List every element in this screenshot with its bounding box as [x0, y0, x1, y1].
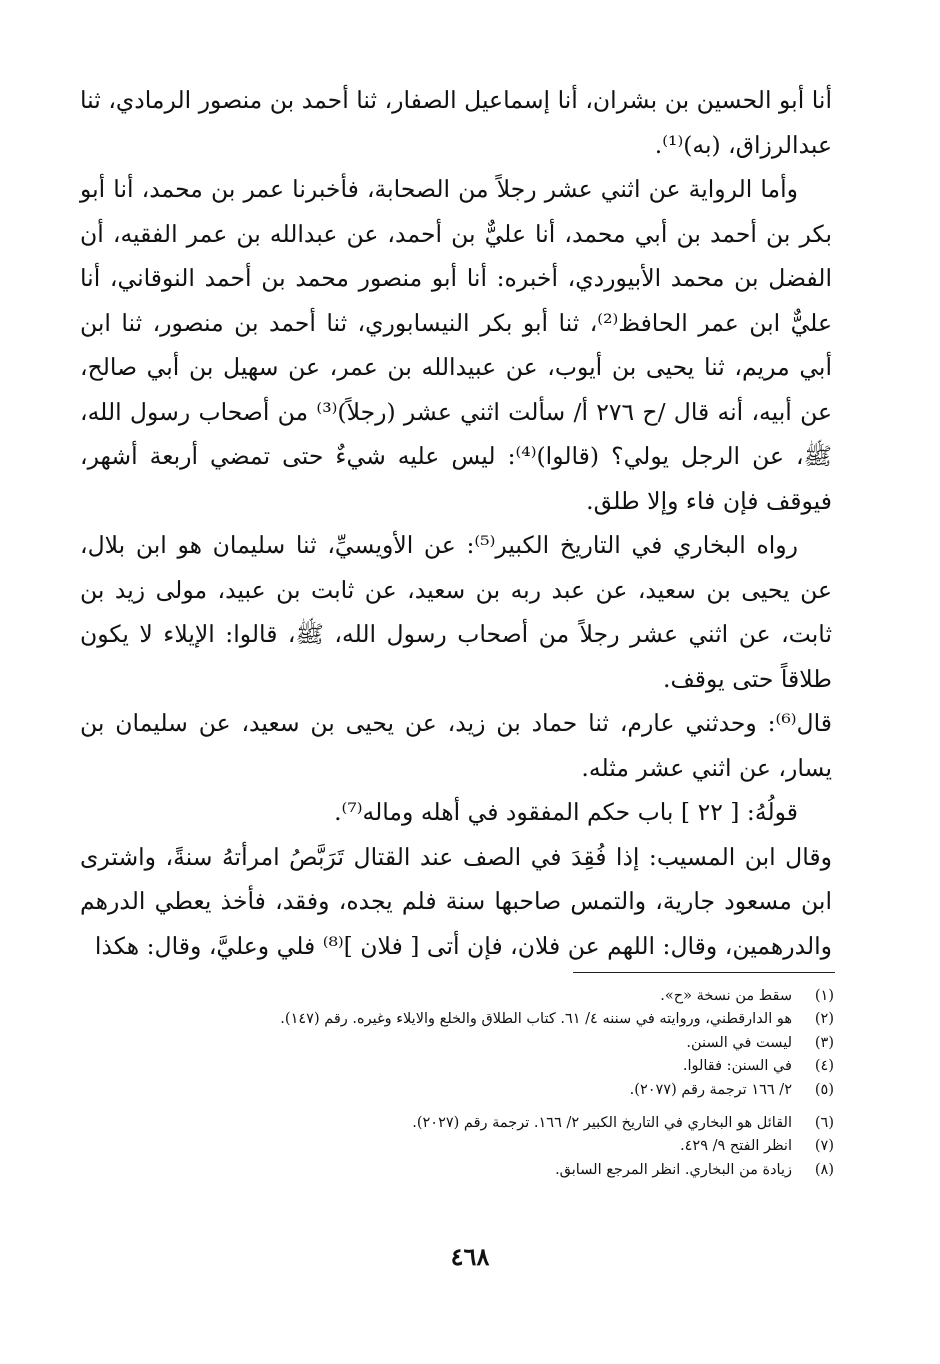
paragraph-6: وقال ابن المسيب: إذا فُقِدَ في الصف عند القتال تَرَبَّصُ امرأتهُ سنةً، واشترى ابن مسعود جارية، والتمس صاحبها سنة فلم يجده، وفقد، فأخذ يعطي الدرهم والدرهمين، وقال: اللهم عن فلان، فإن أتى [ فلان ]⁽⁸⁾ فلي وعليَّ، وقال: هكذا: [80, 842, 832, 960]
footnote-text: القائل هو البخاري في التاريخ الكبير ٢/ ١٦٦. ترجمة رقم (٢٠٢٧).: [412, 1115, 792, 1132]
footnote-number: (٢): [814, 1011, 834, 1028]
page-number: ٤٦٨: [450, 1242, 490, 1271]
footnote-number: (٦): [814, 1115, 834, 1132]
footnote: [140, 985, 834, 1008]
section-heading: قولُهُ: [ ٢٢ ] باب حكم المفقود في أهله وماله⁽⁷⁾.: [334, 798, 798, 826]
footnote-text: هو الدارقطني، وروايته في سننه ٤/ ٦١. كتاب الطلاق والخلع والايلاء وغيره. رقم (١٤٧).: [280, 1011, 792, 1028]
footnote-text: سقط من نسخة «ح».: [660, 988, 792, 1004]
footnotes: [140, 985, 834, 1182]
footnote-text: ٢/ ١٦٦ ترجمة رقم (٢٠٧٧).: [629, 1081, 792, 1098]
paragraph-2: وأما الرواية عن اثني عشر رجلاً من الصحابة، فأخبرنا عمر بن محمد، أنا أبو بكر بن أحمد بن أبي محمد، أنا عليٌّ بن أحمد، عن عبدالله بن عمر الفقيه، أن الفضل بن محمد الأبيوردي، أخبره: أنا أبو منصور محمد بن أحمد النوقاني، أنا عليٌّ ابن عمر الحافظ⁽²⁾، ثنا أبو بكر النيسابوري، ثنا أحمد بن منصور، ثنا ابن أبي مريم، ثنا يحيى بن أيوب، عن عبيدالله بن عمر، عن سهيل بن أبي صالح، عن أبيه، أنه قال /ح ٢٧٦ أ/ سألت اثني عشر (رجلاً)⁽³⁾ من أصحاب رسول الله، ﷺ، عن الرجل يولي؟ (قالوا)⁽⁴⁾: ليس عليه شيءٌ حتى تمضي أربعة أشهر، فيوقف فإن فاء وإلا طلق.: [80, 175, 832, 515]
footnote: [140, 1055, 834, 1078]
footnote-text: في السنن: فقالوا.: [682, 1058, 792, 1075]
footnote-number: (٤): [814, 1058, 834, 1075]
paragraph-1: أنا أبو الحسين بن بشران، أنا إسماعيل الصفار، ثنا أحمد بن منصور الرمادي، ثنا عبدالرزاق، (به)⁽¹⁾.: [80, 86, 832, 159]
footnote: [140, 1135, 834, 1158]
footnote-text: ليست في السنن.: [686, 1034, 792, 1051]
footnote-number: (٧): [814, 1138, 834, 1155]
paragraph-3: رواه البخاري في التاريخ الكبير⁽⁵⁾: عن الأويسيِّ، ثنا سليمان هو ابن بلال، عن يحيى بن سعيد، عن عبد ربه بن سعيد، عن ثابت بن عبيد، مولى زيد بن ثابت، عن اثني عشر رجلاً من أصحاب رسول الله، ﷺ، قالوا: الإيلاء لا يكون طلاقاً حتى يوقف.: [80, 531, 832, 693]
footnote-divider: [573, 972, 835, 973]
footnote-number: (١): [814, 988, 834, 1004]
footnote: [140, 1079, 834, 1102]
main-text: [80, 78, 832, 968]
footnote-text: زيادة من البخاري. انظر المرجع السابق.: [555, 1161, 792, 1178]
footnote: [140, 1008, 834, 1031]
footnote-number: (٥): [814, 1081, 834, 1098]
footnote: [140, 1032, 834, 1055]
footnote: [140, 1112, 834, 1135]
footnote-number: (٨): [814, 1161, 834, 1178]
footnote-number: (٣): [814, 1034, 834, 1051]
footnote-text: انظر الفتح ٩/ ٤٢٩.: [680, 1138, 792, 1155]
footnote: [140, 1159, 834, 1182]
paragraph-4: قال⁽⁶⁾: وحدثني عارم، ثنا حماد بن زيد، عن يحيى بن سعيد، عن سليمان بن يسار، عن اثني عشر مثله.: [80, 709, 832, 782]
